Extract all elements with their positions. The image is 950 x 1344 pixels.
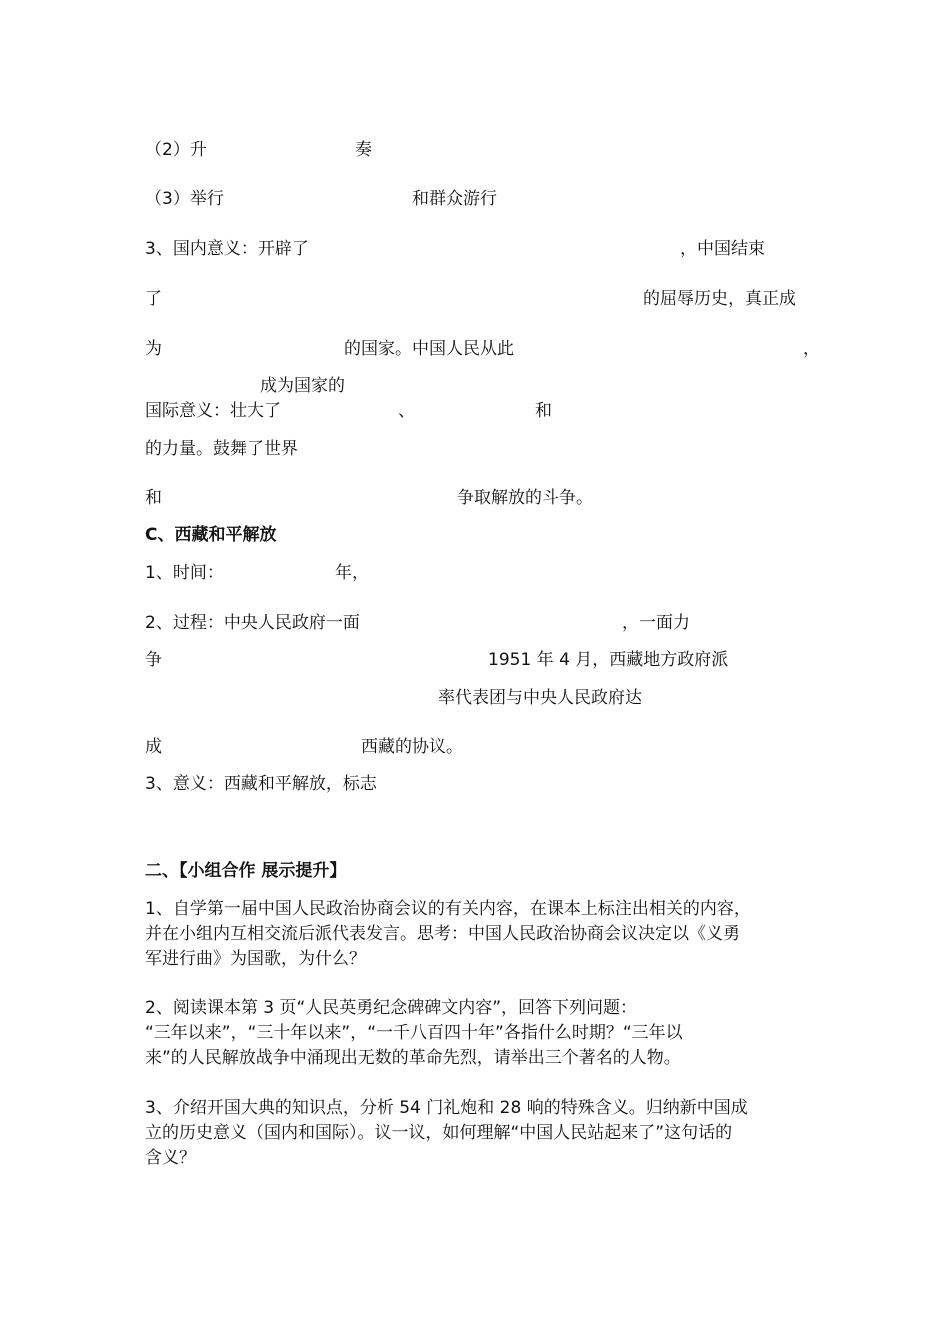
domestic-meaning-a: 3、国内意义：开辟了 (145, 239, 309, 259)
intl-meaning-b: 、 (398, 401, 415, 421)
item2-mid: 奏 (355, 140, 372, 160)
tibet-time-a: 1、时间： (145, 563, 224, 583)
domestic-meaning-b: ，中国结束 (680, 239, 765, 259)
item3-mid: 和群众游行 (412, 189, 497, 209)
tibet-process-e: 率代表团与中央人民政府达 (438, 688, 642, 708)
question-3-line-3: 含义？ (145, 1148, 196, 1168)
intl-meaning-e: 和 (145, 488, 162, 508)
intl-meaning-f: 争取解放的斗争。 (457, 488, 593, 508)
question-1-line-2: 并在小组内互相交流后派代表发言。思考：中国人民政治协商会议决定以《义勇 (145, 924, 740, 944)
tibet-meaning: 3、意义：西藏和平解放，标志 (145, 774, 377, 794)
question-2-line-2: “三年以来”，“三十年以来”，“一千八百四十年”各指什么时期？“三年以 (145, 1023, 683, 1043)
tibet-process-c: 争 (145, 650, 162, 670)
intl-meaning-a: 国际意义：壮大了 (145, 401, 281, 421)
question-1-line-1: 1、自学第一届中国人民政治协商会议的有关内容，在课本上标注出相关的内容， (145, 899, 751, 919)
tibet-process-b: ，一面力 (622, 613, 690, 633)
section-c-heading: C、西藏和平解放 (145, 525, 277, 545)
domestic-meaning-f: 的国家。中国人民从此 (344, 339, 514, 359)
intl-meaning-c: 和 (535, 401, 552, 421)
question-3-line-2: 立的历史意义（国内和国际）。议一议，如何理解“中国人民站起来了”这句话的 (145, 1123, 733, 1143)
intl-meaning-d: 的力量。鼓舞了世界 (145, 439, 298, 459)
section-two-heading: 二、【小组合作 展示提升】 (145, 861, 347, 881)
domestic-meaning-c: 了 (145, 289, 162, 309)
question-2-line-1: 2、阅读课本第 3 页“人民英勇纪念碑碑文内容”，回答下列问题： (145, 998, 638, 1018)
domestic-meaning-d: 的屈辱历史，真正成 (643, 289, 796, 309)
tibet-process-a: 2、过程：中央人民政府一面 (145, 613, 360, 633)
question-3-line-1: 3、介绍开国大典的知识点，分析 54 门礼炮和 28 响的特殊含义。归纳新中国成 (145, 1098, 748, 1118)
question-2-line-3: 来”的人民解放战争中涌现出无数的革命先烈，请举出三个著名的人物。 (145, 1048, 681, 1068)
tibet-process-f: 成 (145, 737, 162, 757)
item3-prefix: （3）举行 (145, 189, 224, 209)
tibet-time-b: 年， (335, 563, 369, 583)
domestic-meaning-h: 成为国家的 (260, 376, 345, 396)
tibet-process-g: 西藏的协议。 (361, 737, 463, 757)
tibet-process-d: 1951 年 4 月，西藏地方政府派 (488, 650, 729, 670)
domestic-meaning-g: ， (803, 339, 820, 359)
question-1-line-3: 军进行曲》为国歌，为什么？ (145, 949, 366, 969)
item2-prefix: （2）升 (145, 140, 207, 160)
domestic-meaning-e: 为 (145, 339, 162, 359)
